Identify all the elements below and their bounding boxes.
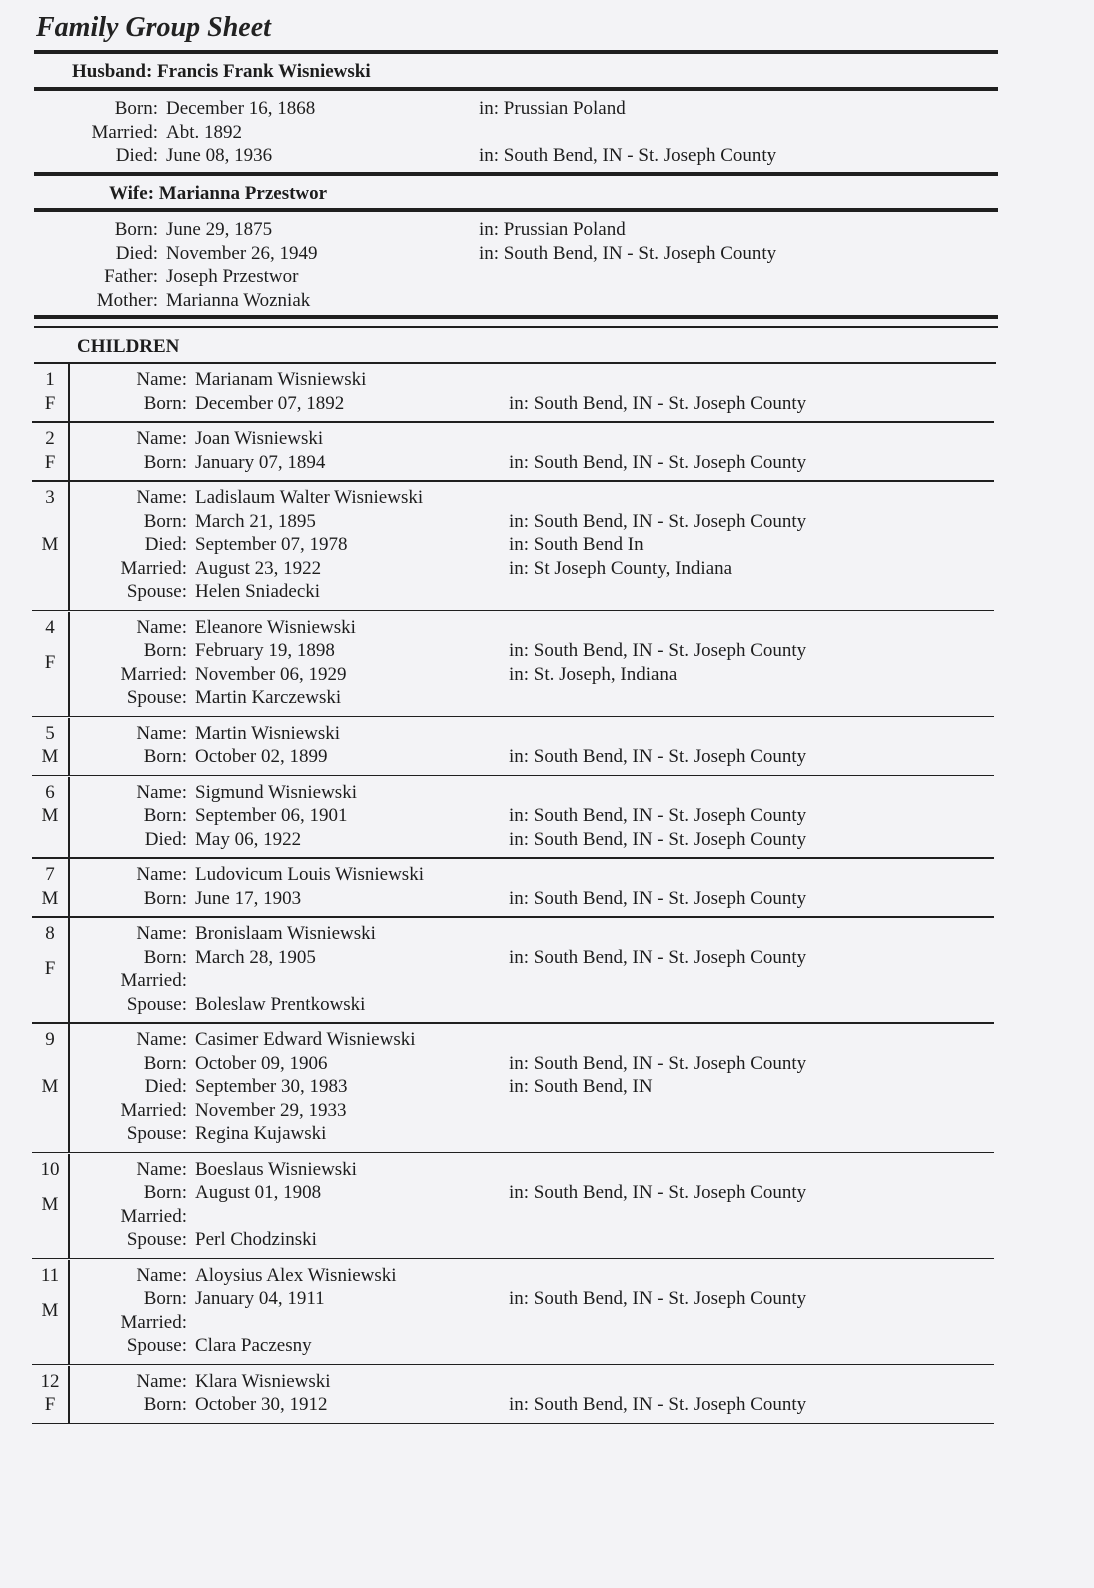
fact-value: September 30, 1983 (195, 1076, 348, 1097)
fact-value: September 06, 1901 (195, 805, 348, 826)
fact-label: Born: (143, 746, 187, 767)
fact-label: Died: (115, 242, 158, 264)
fact-label: Spouse: (126, 1335, 187, 1356)
row-divider (32, 610, 994, 612)
fact-label: Name: (136, 428, 187, 449)
column-divider (68, 423, 70, 480)
fact-label: Born: (114, 98, 158, 119)
fact-value: Sigmund Wisniewski (195, 781, 357, 803)
fact-value: January 07, 1894 (195, 451, 326, 473)
child-sex: M (41, 746, 59, 767)
fact-value: June 17, 1903 (195, 887, 302, 909)
fact-label: Name: (136, 722, 187, 744)
row-divider (32, 716, 994, 718)
children-heading: CHILDREN (77, 336, 180, 357)
child-number: 2 (45, 428, 55, 449)
fact-label: Born: (143, 1182, 187, 1203)
child-sex: M (41, 887, 59, 909)
fact-value: November 26, 1949 (166, 242, 318, 264)
fact-place: in: South Bend, IN - St. Joseph County (509, 887, 807, 909)
fact-value: Abt. 1892 (166, 121, 242, 143)
fact-place: in: South Bend, IN - St. Joseph County (509, 746, 807, 767)
page-title: Family Group Sheet (36, 12, 271, 43)
fact-value: December 16, 1868 (166, 98, 316, 119)
fact-label: Died: (144, 1076, 187, 1097)
fact-value: Marianna Wozniak (166, 289, 311, 311)
fact-label: Name: (136, 1029, 187, 1050)
child-sex: F (44, 451, 56, 473)
row-divider (32, 775, 994, 777)
fact-label: Name: (136, 923, 187, 944)
fact-label: Mother: (96, 289, 158, 311)
fact-label: Married: (120, 663, 187, 685)
fact-place: in: South Bend, IN - St. Joseph County (479, 242, 777, 264)
row-divider (32, 1364, 994, 1366)
fact-value: November 29, 1933 (195, 1099, 347, 1121)
fact-place: in: St Joseph County, Indiana (509, 557, 733, 579)
fact-place: in: Prussian Poland (479, 219, 626, 240)
fact-value: Ladislaum Walter Wisniewski (195, 487, 424, 508)
row-divider (32, 421, 994, 423)
divider (34, 87, 998, 91)
fact-label: Born: (143, 946, 187, 968)
fact-value: Boleslaw Prentkowski (195, 993, 366, 1015)
fact-value: Eleanore Wisniewski (195, 616, 356, 638)
fact-label: Born: (143, 1394, 187, 1415)
fact-place: in: South Bend, IN - St. Joseph County (509, 1182, 807, 1203)
fact-place: in: South Bend In (509, 534, 644, 555)
fact-value: Martin Karczewski (195, 687, 342, 708)
row-divider (32, 1258, 994, 1260)
fact-place: in: South Bend, IN (509, 1076, 653, 1097)
row-divider (32, 1022, 994, 1024)
fact-label: Born: (143, 887, 187, 909)
fact-label: Born: (114, 219, 158, 240)
divider (34, 315, 998, 319)
child-sex: M (41, 1299, 59, 1321)
divider (34, 208, 998, 212)
fact-value: October 09, 1906 (195, 1052, 328, 1074)
fact-value: November 06, 1929 (195, 663, 347, 685)
fact-value: June 08, 1936 (166, 145, 273, 166)
fact-value: Helen Sniadecki (195, 581, 321, 602)
child-sex: M (41, 534, 59, 555)
fact-value: Perl Chodzinski (195, 1229, 317, 1250)
fact-value: Regina Kujawski (195, 1123, 327, 1144)
row-divider (32, 1423, 994, 1425)
child-number: 10 (40, 1158, 60, 1180)
wife-name: Marianna Przestwor (158, 183, 328, 204)
fact-label: Married: (91, 121, 158, 143)
fact-label: Born: (143, 1288, 187, 1309)
column-divider (68, 777, 70, 858)
fact-value: Casimer Edward Wisniewski (195, 1029, 416, 1050)
column-divider (68, 1154, 70, 1258)
column-divider (68, 918, 70, 1022)
fact-value: January 04, 1911 (195, 1288, 325, 1309)
fact-place: in: South Bend, IN - St. Joseph County (509, 828, 807, 850)
fact-value: Aloysius Alex Wisniewski (195, 1264, 397, 1286)
fact-value: Martin Wisniewski (195, 722, 341, 744)
fact-value: February 19, 1898 (195, 640, 335, 661)
fact-place: in: South Bend, IN - St. Joseph County (509, 510, 807, 532)
child-number: 12 (40, 1370, 60, 1392)
column-divider (68, 1260, 70, 1364)
fact-place: in: South Bend, IN - St. Joseph County (509, 451, 807, 473)
husband-heading (72, 61, 371, 83)
fact-label: Born: (143, 451, 187, 473)
fact-place: in: South Bend, IN - St. Joseph County (509, 1052, 807, 1074)
fact-label: Name: (136, 616, 187, 638)
row-divider (32, 916, 994, 918)
fact-value: October 02, 1899 (195, 746, 328, 767)
child-sex: M (41, 1193, 59, 1215)
fact-label: Spouse: (126, 687, 187, 708)
fact-label: Name: (136, 1158, 187, 1180)
child-number: 11 (40, 1264, 60, 1286)
fact-place: in: South Bend, IN - St. Joseph County (509, 805, 807, 826)
fact-value: September 07, 1978 (195, 534, 348, 555)
child-number: 1 (45, 369, 55, 390)
fact-value: May 06, 1922 (195, 828, 302, 850)
fact-label: Married: (120, 1205, 187, 1227)
row-divider (32, 857, 994, 859)
divider (34, 50, 998, 54)
fact-label: Died: (115, 145, 158, 166)
row-divider (32, 1152, 994, 1154)
fact-place: in: South Bend, IN - St. Joseph County (509, 392, 807, 414)
child-number: 4 (45, 616, 55, 638)
column-divider (68, 718, 70, 775)
fact-value: Klara Wisniewski (195, 1370, 331, 1392)
child-number: 7 (45, 864, 55, 885)
fact-place: in: South Bend, IN - St. Joseph County (509, 1394, 807, 1415)
child-sex: M (41, 805, 59, 826)
fact-place: in: St. Joseph, Indiana (509, 663, 678, 685)
fact-label: Married: (120, 1099, 187, 1121)
fact-label: Born: (143, 510, 187, 532)
child-sex: F (44, 651, 56, 673)
child-number: 6 (45, 781, 55, 803)
fact-label: Married: (120, 557, 187, 579)
fact-label: Name: (136, 487, 187, 508)
column-divider (68, 1024, 70, 1152)
child-sex: F (44, 958, 56, 980)
row-divider (32, 480, 994, 482)
fact-place: in: South Bend, IN - St. Joseph County (509, 946, 807, 968)
child-sex: F (44, 392, 56, 414)
child-number: 3 (45, 487, 55, 508)
fact-label: Spouse: (126, 993, 187, 1015)
fact-label: Born: (143, 392, 187, 414)
fact-label: Name: (136, 1370, 187, 1392)
fact-label: Died: (144, 534, 187, 555)
fact-value: March 28, 1905 (195, 946, 316, 968)
column-divider (68, 1366, 70, 1423)
fact-label: Died: (144, 828, 187, 850)
fact-value: Ludovicum Louis Wisniewski (195, 864, 424, 885)
fact-value: Marianam Wisniewski (195, 369, 367, 390)
fact-value: Boeslaus Wisniewski (195, 1158, 357, 1180)
column-divider (68, 364, 70, 421)
fact-value: August 01, 1908 (195, 1182, 322, 1203)
fact-label: Spouse: (126, 581, 187, 602)
fact-label: Born: (143, 1052, 187, 1074)
husband-heading-label: Husband: (72, 61, 153, 82)
fact-label: Married: (120, 1311, 187, 1333)
column-divider (68, 612, 70, 716)
column-divider (68, 859, 70, 916)
fact-label: Spouse: (126, 1229, 187, 1250)
fact-label: Name: (136, 864, 187, 885)
child-number: 5 (45, 722, 55, 744)
fact-value: December 07, 1892 (195, 392, 345, 414)
fact-value: June 29, 1875 (166, 219, 273, 240)
fact-place: in: South Bend, IN - St. Joseph County (479, 145, 777, 166)
divider (34, 362, 996, 364)
fact-label: Born: (143, 640, 187, 661)
fact-label: Name: (136, 1264, 187, 1286)
fact-value: August 23, 1922 (195, 557, 322, 579)
child-number: 9 (45, 1029, 55, 1050)
child-sex: F (44, 1394, 56, 1415)
child-sex: M (41, 1076, 59, 1097)
fact-value: Clara Paczesny (195, 1335, 312, 1356)
fact-place: in: South Bend, IN - St. Joseph County (509, 1288, 807, 1309)
divider (34, 172, 998, 176)
fact-label: Father: (104, 266, 158, 287)
fact-label: Name: (136, 781, 187, 803)
fact-value: Joseph Przestwor (166, 266, 299, 287)
fact-label: Married: (120, 970, 187, 991)
fact-place: in: Prussian Poland (479, 98, 626, 119)
fact-place: in: South Bend, IN - St. Joseph County (509, 640, 807, 661)
fact-value: Bronislaam Wisniewski (195, 923, 376, 944)
wife-heading (109, 183, 327, 205)
fact-label: Spouse: (126, 1123, 187, 1144)
husband-name: Francis Frank Wisniewski (157, 61, 371, 82)
column-divider (68, 482, 70, 610)
fact-label: Name: (136, 369, 187, 390)
divider (34, 326, 998, 328)
wife-heading-label: Wife: (109, 183, 155, 204)
child-number: 8 (45, 923, 55, 944)
fact-value: October 30, 1912 (195, 1394, 328, 1415)
fact-value: Joan Wisniewski (195, 428, 324, 449)
fact-value: March 21, 1895 (195, 510, 316, 532)
fact-label: Born: (143, 805, 187, 826)
